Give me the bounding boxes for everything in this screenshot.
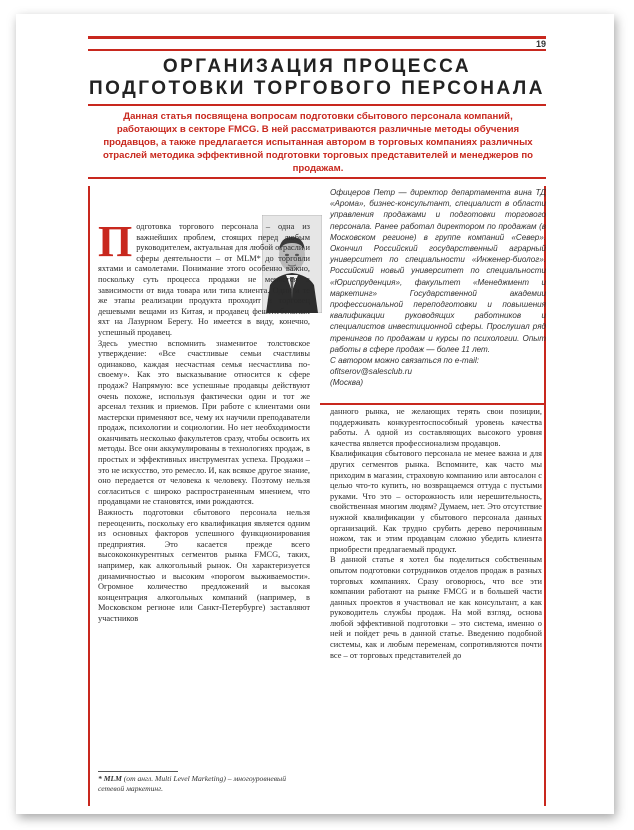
author-contact-label: С автором можно связаться по e-mail: xyxy=(330,356,480,366)
paragraph: Здесь уместно вспомнить знаменитое толстовское утверждение: «Все счастливые семьи счастливы одинаково, каждая несчастная семья несчастлива по-своему». Как это высказывание относится к сфере продаж? Напрямую: все успешные продавцы действуют очень похоже, используя фактически один и тот же арсенал техник и приемов. При работе с клиентами они мастерски применяют все, чему их научили преподаватели продаж, психологии и социологии. Но нет необходимости оканчивать несколько факультетов сразу, чтобы освоить их методы. Все они аккумулированы в технологиях продаж, в простых и эффективных инструментах успеха. Продажи – это не искусство, это ремесло. И, как всякое другое знание, оно передается от человека к человеку. Поэтому нельзя согласиться с широко распространенным мнением, что продавцами не становятся, ими рождаются. xyxy=(98,338,310,507)
footnote-rule xyxy=(98,771,178,772)
lead-rule-bottom xyxy=(88,177,546,179)
author-box-rule xyxy=(320,403,546,405)
paragraph: В данной статье я хотел бы поделиться собственным опытом подготовки сотрудников отделов продаж в разных торговых компаниях. Сразу оговорюсь, что все эти компании работают на рынке FMCG и в большей части данных проектов я участвовал не как консультант, а как руководитель службы продаж. На мой взгляд, основа любой эффективной подготовки – это система, именно о ней и пойдет речь в данной статье. Введению подобной системы, как и любым переменам, сопротивляются почти все – от торговых представителей до xyxy=(330,555,542,660)
footnote-text: (от англ. Multi Level Marketing) – многоуровневый сетевой маркетинг. xyxy=(98,774,286,793)
paragraph: данного рынка, не желающих терять свои позиции, поддерживать конкурентоспособный уровень качества работы. А одной из составляющих высокого уровня качества является профессионализм продавцов. xyxy=(330,407,542,448)
paragraph: Важность подготовки сбытового персонала нельзя переоценить, поскольку его квалификация является одним из основных факторов успешного функционирования предприятия. Это касается прежде всего высококонкурентных сегментов рынка FMCG, таких, например, как алкогольный рынок. Он характеризуется динамичностью и высоким «порогом выживаемости». Огромное количество предложений и высокая концентрация алкогольных компаний (например, в Московском регионе или Санкт-Петербурге) заставляют участников xyxy=(98,508,310,623)
paragraph: одготовка торгового персонала – одна из важнейших проблем, стоящих перед любым руководителем, актуальная для любой отрасли и сферы деятельности – от MLM* до торговли яхтами и самолетами. Понимание этого особенно важно, поскольку суть процесса продажи не меняется в зависимости от вида товара или типа клиента. Одни и те же этапы реализации продукта проходит и торговец дешевыми вещами из Китая, и продавец фешенебельных яхт на Лазурном Берегу. Но имеется в виду, конечно, успешный продавец. xyxy=(98,222,310,337)
author-email[interactable]: ofitserov@salesclub.ru xyxy=(330,367,412,377)
footnote-term: * MLM xyxy=(98,774,122,783)
lead-rule-top xyxy=(88,104,546,106)
title-rule xyxy=(88,49,546,51)
page-number: 19 xyxy=(536,39,547,49)
text-column-left xyxy=(98,217,310,625)
top-rule xyxy=(88,36,546,39)
paragraph: Квалификация сбытового персонала не менее важна и для других сегментов рынка. Вспомните, как часто мы приходим в магазин, страховую компанию или автосалон с целью что-то купить, но возвращаемся оттуда с пустыми руками. Что это – осторожность или нерешительность, свойственная многим людям? Думаем, нет. Это отсутствие нужной квалификации у сбытового персонала данных организаций. Как трудно срубить дерево перочинным ножом, так и этим продавцам сложно убедить клиента приобрести предлагаемый продукт. xyxy=(330,449,542,554)
text-column-right xyxy=(330,407,542,661)
left-frame-line xyxy=(88,186,90,806)
article-title: ОРГАНИЗАЦИЯ ПРОЦЕССА ПОДГОТОВКИ ТОРГОВОГО ПЕРСОНАЛА xyxy=(89,56,545,99)
author-city: (Москва) xyxy=(330,378,364,388)
drop-cap: П xyxy=(98,217,133,266)
author-bio-text: Офицеров Петр — директор департамента вина ТД «Арома», бизнес-консультант, специалист в области управления продажами и подготовки торгового персонала. Ранее работал директором по продажам (в Московском регионе) в группе компаний «Север». Окончил Российский государственный аграрный университет по специальности «Инженер-биолог». Российский новый университет по специальности «Юриспруденция», факультет «Менеджмент и маркетинг» Государственной академии профессиональной переподготовки и повышения квалификации руководящих работников и специалистов инвестиционной сферы. Прослушал ряд тренингов по продажам и курсы по психологии. Опыт работы в сфере продаж — более 11 лет. xyxy=(330,188,546,354)
article-lead: Данная статья посвящена вопросам подготовки сбытового персонала компаний, работающих в секторе FMCG. В ней рассматриваются различные методы обучения продавцов, а также предлагается испытанная автором в торговых компаниях различных отраслей методика эффективной подготовки торговых представителей и менеджеров по продажам. xyxy=(102,111,534,174)
footnote xyxy=(98,774,310,793)
